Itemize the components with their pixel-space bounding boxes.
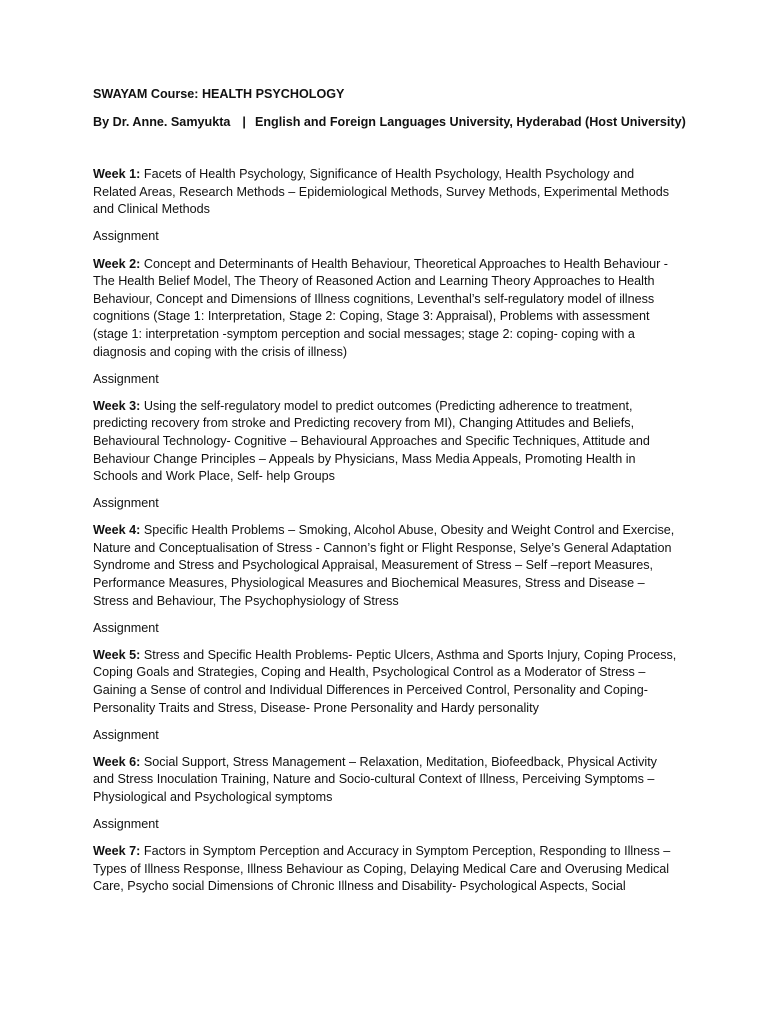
document-page — [93, 86, 686, 905]
assignment-5: Assignment — [93, 727, 159, 742]
week-text: Social Support, Stress Management – Relaxation, Meditation, Biofeedback, Physical Activity and Stress Inoculation Training, Nature and Socio-cultural Context of Illness, Perceiving Symptoms – Physiological and Psychological symptoms — [93, 754, 657, 804]
author-name: By Dr. Anne. Samyukta — [93, 114, 231, 129]
week-3 — [93, 398, 677, 486]
week-label: Week 4: — [93, 523, 141, 538]
week-6 — [93, 754, 677, 807]
week-label: Week 2: — [93, 256, 141, 271]
week-text: Concept and Determinants of Health Behaviour, Theoretical Approaches to Health Behaviour - The Health Belief Model, The Theory of Reasoned Action and Learning Theory Approaches to Health Behaviour, Concept and Dimensions of Illness cognitions, Leventhal’s self-regulatory model of illness cognitions (Stage 1: Interpretation, Stage 2: Coping, Stage 3: Appraisal), Problems with assessment (stage 1: interpretation -symptom perception and social messages; stage 2: coping- coping with a diagnosis and coping with the crisis of illness) — [93, 256, 668, 359]
week-5 — [93, 647, 677, 717]
week-label: Week 5: — [93, 647, 141, 662]
separator: | — [242, 114, 246, 129]
assignment-3: Assignment — [93, 496, 159, 511]
course-title: SWAYAM Course: HEALTH PSYCHOLOGY — [93, 87, 345, 101]
syllabus-weeks — [93, 166, 677, 896]
week-2 — [93, 256, 677, 362]
week-text: Using the self-regulatory model to predict outcomes (Predicting adherence to treatment, predicting recovery from stroke and Predicting recovery from MI), Changing Attitudes and Beliefs, Behavioural Technology- Cognitive – Behavioural Approaches and Specific Techniques, Attitude and Behaviour Change Principles – Appeals by Physicians, Mass Media Appeals, Promoting Health in Schools and Work Place, Self- help Groups — [93, 398, 650, 484]
author-line — [93, 114, 686, 132]
week-label: Week 7: — [93, 844, 141, 859]
week-label: Week 1: — [93, 167, 141, 182]
week-label: Week 3: — [93, 398, 141, 413]
week-4 — [93, 522, 677, 610]
week-1 — [93, 166, 677, 219]
week-label: Week 6: — [93, 754, 141, 769]
week-text: Specific Health Problems – Smoking, Alcohol Abuse, Obesity and Weight Control and Exercise, Nature and Conceptualisation of Stress - Cannon’s fight or Flight Response, Selye’s General Adaptation Syndrome and Stress and Psychological Appraisal, Measurement of Stress – Self –report Measures, Performance Measures, Physiological Measures and Biochemical Measures, Stress and Disease – Stress and Behaviour, The Psychophysiology of Stress — [93, 523, 675, 608]
assignment-2: Assignment — [93, 371, 159, 386]
assignment-6: Assignment — [93, 817, 159, 832]
week-text: Facets of Health Psychology, Significance of Health Psychology, Health Psychology and Related Areas, Research Methods – Epidemiological Methods, Survey Methods, Experimental Methods and Clinical Methods — [93, 167, 670, 217]
assignment-1: Assignment — [93, 229, 159, 244]
week-7 — [93, 843, 677, 896]
assignment-4: Assignment — [93, 620, 159, 635]
week-text: Stress and Specific Health Problems- Peptic Ulcers, Asthma and Sports Injury, Coping Process, Coping Goals and Strategies, Coping and Health, Psychological Control as a Moderator of Stress – Gaining a Sense of control and Individual Differences in Perceived Control, Personality and Coping- Personality Traits and Stress, Disease- Prone Personality and Hardy personality — [93, 647, 677, 715]
university-name: English and Foreign Languages University, Hyderabad (Host University) — [254, 114, 686, 129]
week-text: Factors in Symptom Perception and Accuracy in Symptom Perception, Responding to Illness – Types of Illness Response, Illness Behaviour as Coping, Delaying Medical Care and Overusing Medical Care, Psycho social Dimensions of Chronic Illness and Disability- Psychological Aspects, Social — [93, 844, 671, 894]
